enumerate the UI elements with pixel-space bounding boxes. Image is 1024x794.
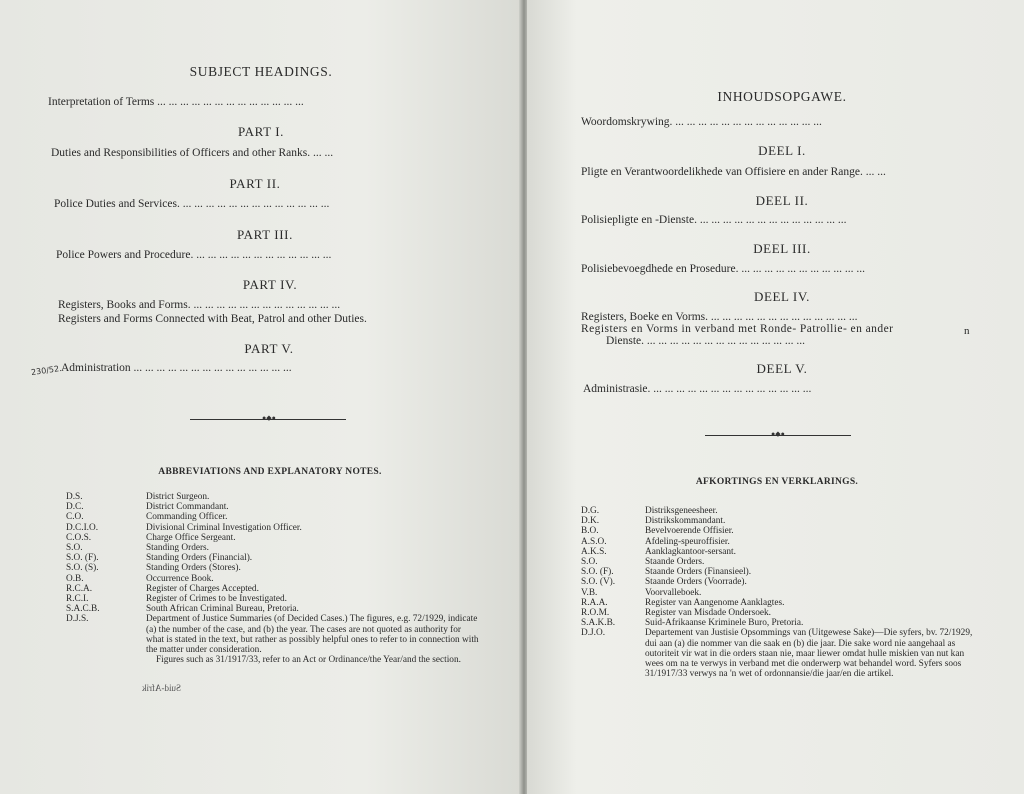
abbr-row: S.O. Staande Orders. xyxy=(581,557,705,568)
part-1-heading: PART I. xyxy=(237,124,285,139)
divider-ornament-icon: ●◆● xyxy=(771,430,785,438)
part-2-heading: PART II. xyxy=(229,176,281,191)
abbr-row: R.A.A. Register van Aangenome Aanklagtes. xyxy=(581,597,785,608)
abbr-row: S.O. (F). Staande Orders (Finansieel). xyxy=(581,567,752,578)
toc-administration: Administration ... ... ... ... ... ... ... ... ... ... ... ... ... ... xyxy=(61,362,292,374)
divider-ornament-icon: ●◆● xyxy=(262,414,276,422)
toc-registers-beat: Registers and Forms Connected with Beat, Patrol and other Duties. xyxy=(58,313,367,325)
deel-5-heading: DEEL V. xyxy=(756,361,808,376)
abbr-row: D.G. Distriksgeneesheer. xyxy=(581,506,718,516)
toc-registers-ronde: Registers en Vorms in verband met Ronde- Patrollie- en ander xyxy=(581,323,894,335)
abbr-row: O.B. Occurrence Book. xyxy=(66,573,214,584)
toc-registers: Registers, Boeke en Vorms. ... ... ... ... ... ... ... ... ... ... ... ... ... xyxy=(581,311,858,323)
subject-headings-title: SUBJECT HEADINGS. xyxy=(189,64,333,79)
abbr-row: S.O. (S). Standing Orders (Stores). xyxy=(66,563,241,574)
bleed-through-text: Suid-Afrik xyxy=(142,683,181,693)
abbr-row: C.O. Commanding Officer. xyxy=(66,512,228,523)
toc-polisiepligte: Polisiepligte en -Dienste. ... ... ... ... ... ... ... ... ... ... ... ... ... xyxy=(581,214,847,226)
abbreviations-list xyxy=(66,492,480,665)
toc-woordomskrywing: Woordomskrywing. ... ... ... ... ... ... ... ... ... ... ... ... ... xyxy=(581,116,822,128)
abbr-row: D.C. District Commandant. xyxy=(66,502,229,513)
abbr-row: R.C.A. Register of Charges Accepted. xyxy=(66,583,259,594)
abbr-row: S.O. (V). Staande Orders (Voorrade). xyxy=(581,577,747,588)
toc-registers: Registers, Books and Forms. ... ... ... ... ... ... ... ... ... ... ... ... ... xyxy=(58,299,341,311)
abbr-row: A.S.O. Afdeling-speuroffisier. xyxy=(581,536,730,547)
afkortings-title: AFKORTINGS EN VERKLARINGS. xyxy=(695,477,859,487)
margin-mark: n xyxy=(964,325,970,337)
abbr-row: D.J.S. Department of Justice Summaries (of Decided Cases.) The figures, e.g. 72/1929, indicate (a) the number of the case, and (b) the year. The cases are not quoted as authority for what is stated in the text, but rather as possibly helpful ones to refer to in connection with the matter under consideration. xyxy=(66,614,479,656)
abbr-row: D.C.I.O. Divisional Criminal Investigation Officer. xyxy=(66,522,302,533)
part-5-heading: PART V. xyxy=(244,341,294,356)
deel-2-heading: DEEL II. xyxy=(755,193,809,208)
abbr-row: C.O.S. Charge Office Sergeant. xyxy=(66,532,236,543)
abbreviations-title: ABBREVIATIONS AND EXPLANATORY NOTES. xyxy=(158,467,382,477)
toc-police-duties: Police Duties and Services. ... ... ... ... ... ... ... ... ... ... ... ... ... xyxy=(54,198,330,210)
toc-police-powers: Police Powers and Procedure. ... ... ... ... ... ... ... ... ... ... ... ... xyxy=(56,249,332,261)
abbr-row: S.A.C.B. South African Criminal Bureau, Pretoria. xyxy=(66,604,299,615)
inhoudsopgawe-title: INHOUDSOPGAWE. xyxy=(717,89,847,104)
toc-administrasie: Administrasie. ... ... ... ... ... ... ... ... ... ... ... ... ... ... xyxy=(583,383,812,395)
deel-3-heading: DEEL III. xyxy=(753,241,811,256)
toc-bevoegdhede: Polisiebevoegdhede en Prosedure. ... ... ... ... ... ... ... ... ... ... ... xyxy=(581,263,865,275)
abbr-row: D.K. Distrikskommandant. xyxy=(581,516,726,527)
abbr-row: S.A.K.B. Suid-Afrikaanse Kriminele Buro, Pretoria. xyxy=(581,618,804,629)
toc-duties: Duties and Responsibilities of Officers and other Ranks. ... ... xyxy=(51,147,334,159)
abbr-row: D.J.O. Departement van Justisie Opsommings van (Uitgewese Sake)—Die syfers, bv. 72/1929, dui aan (a) die nommer van die saak en (b) die jaar. Die sake word nie aangehaal as outoriteit vir wat in die orders staan nie, maar liewer omdat hulle miskien van nut kan wees om na te verwys in verband met die onderwerp wat behandel word. Syfers soos 31/1917/33 verwys na 'n wet of ordonnansie/die jaar/en die artikel. xyxy=(581,628,973,680)
handwritten-note: 230/52. xyxy=(30,363,63,378)
abbr-row: R.C.I. Register of Crimes to be Investigated. xyxy=(66,594,287,605)
toc-pligte: Pligte en Verantwoordelikhede van Offisiere en ander Range. ... ... xyxy=(581,166,886,178)
abbr-row: D.S. District Surgeon. xyxy=(66,492,210,502)
abbr-row: B.O. Bevelvoerende Offisier. xyxy=(581,526,734,537)
right-page xyxy=(527,0,1024,794)
abbr-row: S.O. (F). Standing Orders (Financial). xyxy=(66,553,253,564)
abbr-row: A.K.S. Aanklagkantoor-sersant. xyxy=(581,546,736,557)
abbr-row: R.O.M. Register van Misdade Ondersoek. xyxy=(581,608,771,619)
deel-1-heading: DEEL I. xyxy=(758,143,806,158)
toc-interpretation: Interpretation of Terms ... ... ... ... ... ... ... ... ... ... ... ... ... xyxy=(48,96,304,108)
deel-4-heading: DEEL IV. xyxy=(753,289,811,304)
part-3-heading: PART III. xyxy=(237,227,293,242)
abbr-row: V.B. Voorvalleboek. xyxy=(581,587,702,598)
afkortings-list xyxy=(581,506,974,679)
abbr-note: Figures such as 31/1917/33, refer to an Act or Ordinance/the Year/and the section. xyxy=(156,655,461,666)
part-4-heading: PART IV. xyxy=(242,277,298,292)
abbr-row: S.O. Standing Orders. xyxy=(66,543,210,554)
toc-dienste: Dienste. ... ... ... ... ... ... ... ... ... ... ... ... ... ... xyxy=(606,335,806,347)
